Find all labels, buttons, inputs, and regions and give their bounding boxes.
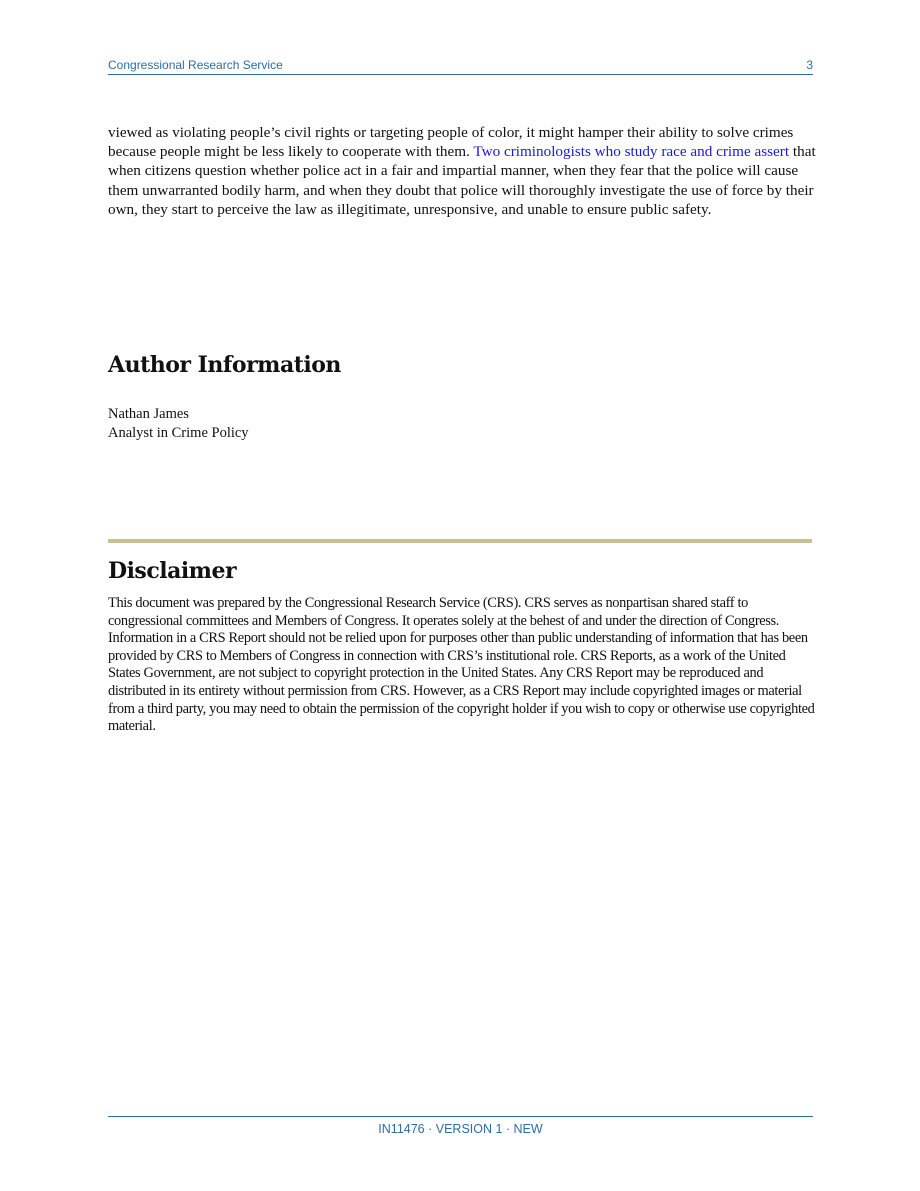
author-role: Analyst in Crime Policy: [108, 425, 249, 441]
body-text-end: that when citizens question whether police act in a fair and impartial manner, when they fear that the police will cause them unwarranted bodily harm, and when they doubt that police will thoroughly investigate the use of force by their own, they start to perceive the law as illegitimate, unresponsive, and unable to ensure public safety.: [108, 143, 816, 218]
criminologists-link[interactable]: Two criminologists who study race and crime assert: [473, 143, 790, 161]
header-page-number: 3: [806, 58, 813, 72]
disclaimer-heading: Disclaimer: [108, 558, 237, 584]
disclaimer-divider: [108, 539, 812, 543]
disclaimer-text: This document was prepared by the Congressional Research Service (CRS). CRS serves as nonpartisan shared staff to congressional committees and Members of Congress. It operates solely at the behest of and under the direction of Congress. Information in a CRS Report should not be relied upon for purposes other than public understanding of information that has been provided by CRS to Members of Congress in connection with CRS’s institutional role. CRS Reports, as a work of the United States Government, are not subject to copyright protection in the United States. Any CRS Report may be reproduced and distributed in its entirety without permission from CRS. However, as a CRS Report may include copyrighted images or material from a third party, you may need to obtain the permission of the copyright holder if you wish to copy or otherwise use copyrighted material.: [108, 595, 815, 735]
body-paragraph: [108, 123, 816, 219]
author-name: Nathan James: [108, 406, 189, 422]
page-header: [108, 56, 813, 75]
body-text-start: viewed as violating people’s civil rights or targeting people of color, it might hamper their ability to solve crimes because people might be less likely to cooperate with them.: [108, 124, 794, 161]
header-organization: Congressional Research Service: [108, 58, 283, 72]
author-information-heading: Author Information: [108, 352, 341, 378]
page-footer: [108, 1116, 813, 1136]
footer-report-id: IN11476 · VERSION 1 · NEW: [378, 1122, 543, 1136]
